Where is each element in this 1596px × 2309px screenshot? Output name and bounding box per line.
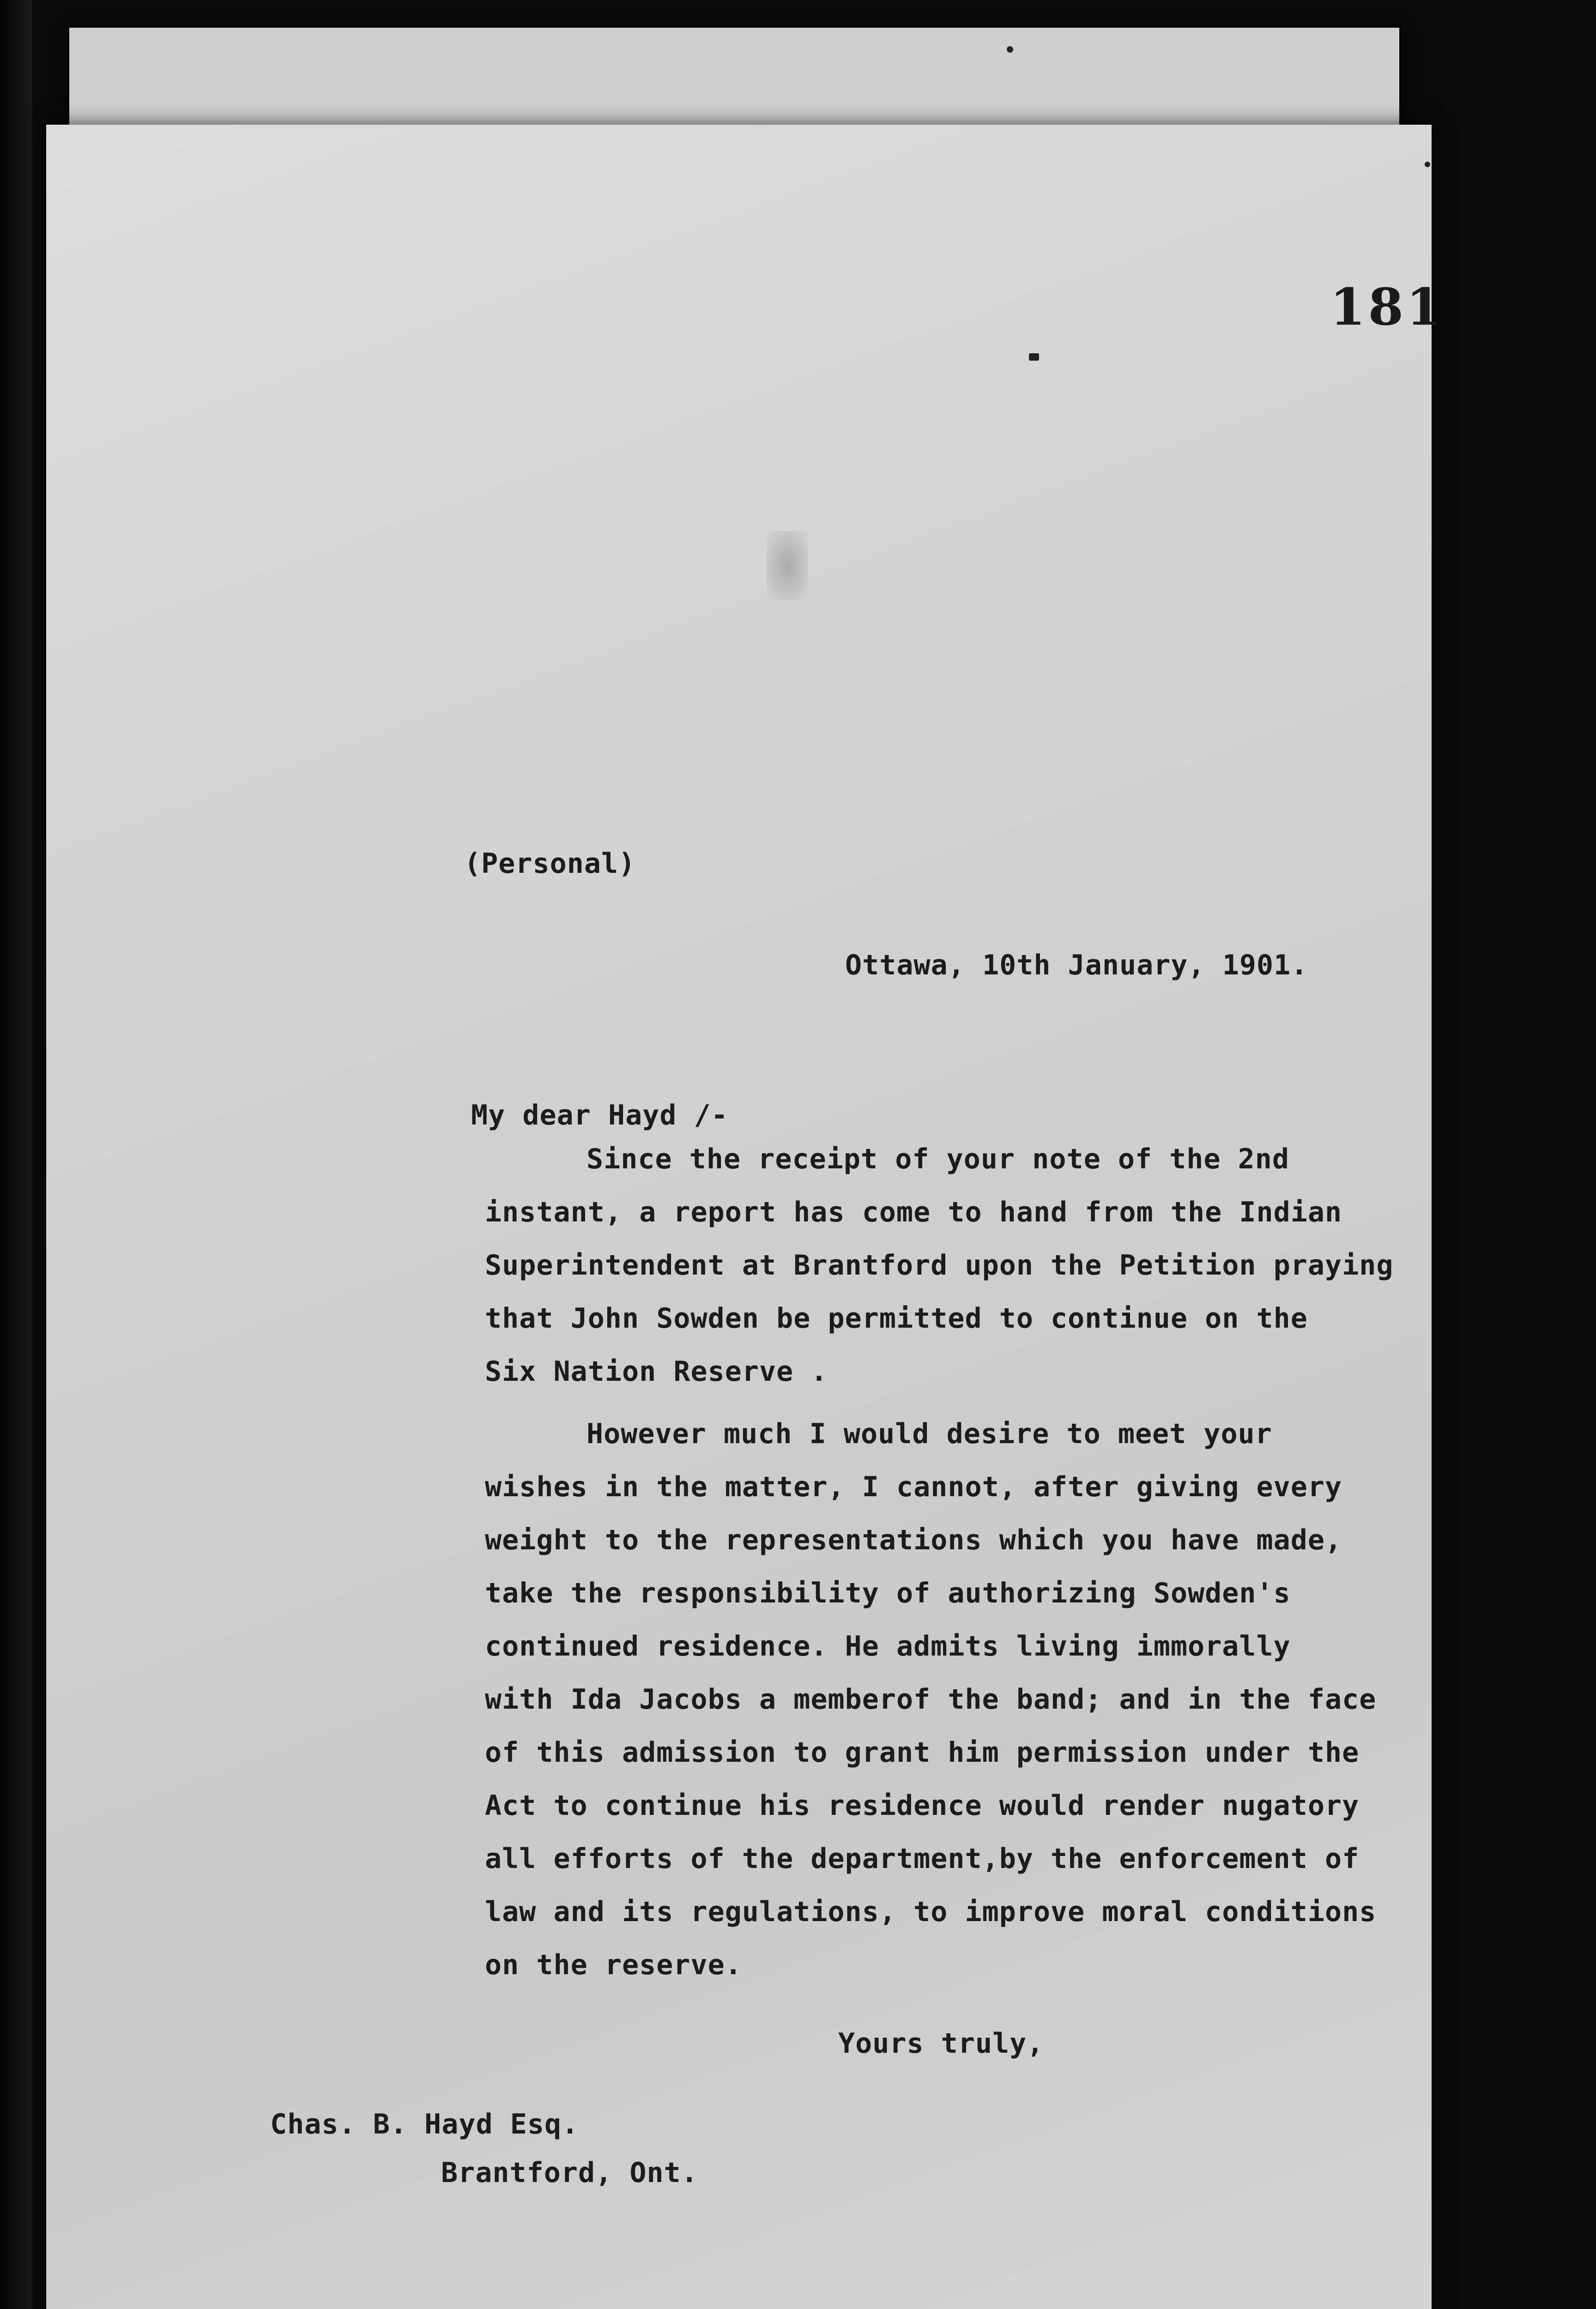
body-line: continued residence. He admits living immorally [485,1630,1291,1662]
body-line: Six Nation Reserve . [485,1355,828,1388]
dateline: Ottawa, 10th January, 1901. [845,949,1308,981]
ink-mark [1029,353,1039,361]
film-speck [1007,46,1013,53]
body-line: weight to the representations which you have made, [485,1524,1342,1556]
body-line: with Ida Jacobs a memberof the band; and in the face [485,1683,1377,1716]
body-line: wishes in the matter, I cannot, after giving every [485,1471,1342,1503]
body-line: all efforts of the department,by the enforcement of [485,1843,1360,1875]
body-line: Act to continue his residence would render nugatory [485,1789,1360,1822]
body-line: instant, a report has come to hand from the Indian [485,1196,1342,1228]
body-line: law and its regulations, to improve moral conditions [485,1896,1377,1928]
page-number: 181 [1330,277,1445,337]
body-line: on the reserve. [485,1949,742,1981]
film-speck [1425,162,1430,167]
body-line: of this admission to grant him permission under the [485,1736,1360,1769]
letter-page [46,125,1445,2309]
body-line: Since the receipt of your note of the 2nd [586,1143,1290,1175]
body-line: take the responsibility of authorizing Sowden's [485,1577,1291,1609]
recipient-name: Chas. B. Hayd Esq. [270,2108,579,2140]
salutation: My dear Hayd /- [471,1099,728,1131]
film-edge [0,0,32,2309]
closing: Yours truly, [838,2027,1044,2060]
faint-watermark [767,531,808,600]
body-line: that John Sowden be permitted to continue on the [485,1302,1308,1335]
body-line: However much I would desire to meet your [586,1418,1272,1450]
recipient-city: Brantford, Ont. [441,2157,698,2189]
body-line: Superintendent at Brantford upon the Petition praying [485,1249,1394,1281]
personal-marking: (Personal) [464,847,636,880]
